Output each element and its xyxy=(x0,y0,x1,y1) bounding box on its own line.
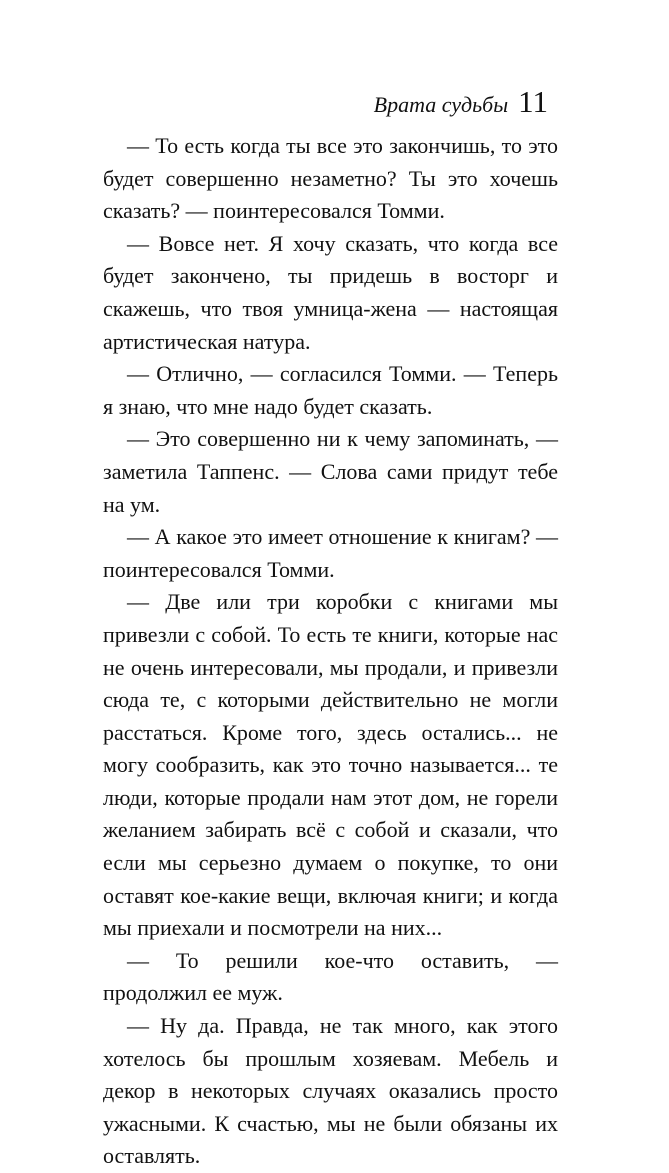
paragraph: — А какое это имеет отношение к книгам? — поинтересовался Томми. xyxy=(103,524,558,582)
running-header xyxy=(374,84,548,120)
paragraph: — Отлично, — согласился Томми. — Теперь я знаю, что мне надо будет сказать. xyxy=(103,361,558,419)
body-text xyxy=(103,130,558,1173)
paragraph: — Две или три коробки с книгами мы привезли с собой. То есть те книги, которые нас не очень интересовали, мы продали, и привезли сюда те, с которыми действительно не могли расстаться. Кроме того, здесь остались... не могу сообразить, как это точно называется... те люди, которые продали нам этот дом, не горели желанием забирать всё с собой и сказали, что если мы серьезно думаем о покупке, то они оставят кое-какие вещи, включая книги; и когда мы приехали и посмотрели на них... xyxy=(103,589,558,941)
paragraph: — То решили кое-что оставить, — продолжил ее муж. xyxy=(103,947,558,1006)
page-number: 11 xyxy=(518,84,548,119)
book-title: Врата судьбы xyxy=(373,92,509,117)
paragraph: — Вовсе нет. Я хочу сказать, что когда все будет закончено, ты придешь в восторг и скажешь, что твоя умница-жена — настоящая артистическая натура. xyxy=(103,230,558,354)
paragraph: — Это совершенно ни к чему запоминать, — заметила Таппенс. — Слова сами придут тебе на ум. xyxy=(103,426,558,517)
paragraph: — Ну да. Правда, не так много, как этого хотелось бы прошлым хозяевам. Мебель и декор в некоторых случаях оказались просто ужасными. К счастью, мы не были обязаны их оставлять. xyxy=(103,1013,558,1169)
paragraph: — То есть когда ты все это закончишь, то это будет совершенно незаметно? Ты это хочешь сказать? — поинтересовался Томми. xyxy=(103,133,558,224)
